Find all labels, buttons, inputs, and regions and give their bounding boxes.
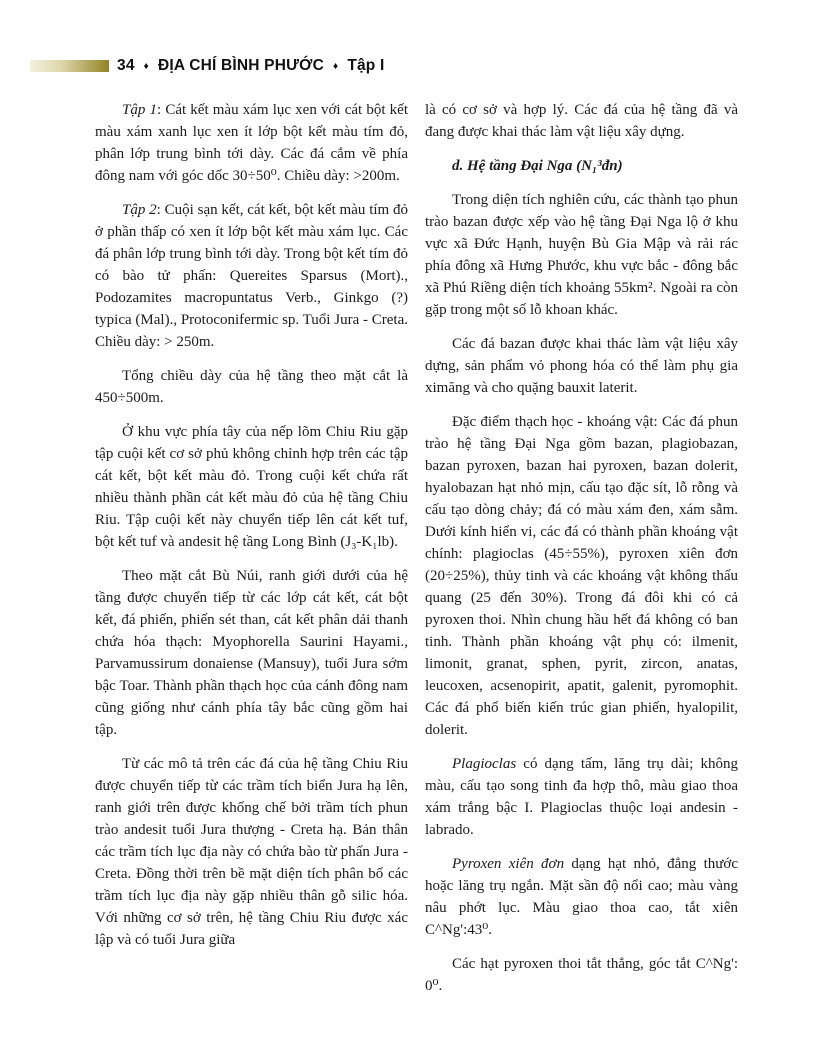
paragraph bbox=[95, 99, 408, 187]
paragraph bbox=[425, 411, 738, 741]
paragraph-text: dạng hạt nhỏ, đẳng thước hoặc lăng trụ ngắn. Mặt sần độ nổi cao; màu vàng nâu phớt lục. Màu giao thoa cao, tắt xiên C^Ng':43⁰. bbox=[425, 856, 739, 938]
paragraph-text: : Cuội sạn kết, cát kết, bột kết màu tím đỏ ở phần thấp có xen ít lớp bột kết màu xám lục. Các đá phân lớp trung bình tới dày. Trong bột kết tím đỏ có bào tử phấn: Quereites Sparsus (Mort)., Podozamites macropuntatus Verb., Ginkgo (?) typica (Mal)., Protoconifermic sp. Tuổi Jura - Creta. Chiều dày: > 250m. bbox=[95, 202, 408, 350]
page-header bbox=[30, 56, 384, 76]
paragraph bbox=[425, 99, 738, 143]
paragraph-text: Theo mặt cắt Bù Núi, ranh giới dưới của hệ tầng được chuyển tiếp từ các lớp cát kết, cát bột kết, đá phiến, phiến sét than, cát kết phân dải thanh chứa hóa thạch: Myophorella Saurini Hayami., Parvamussirum donaiense (Mansuy), tuổi Jura sớm bậc Toar. Thành phần thạch học của cánh đông nam cũng giống như cánh phía tây bắc cũng gồm hai tập. bbox=[95, 568, 408, 738]
book-title: ĐỊA CHÍ BÌNH PHƯỚC bbox=[157, 57, 324, 74]
paragraph bbox=[95, 753, 408, 951]
paragraph-text: có dạng tấm, lăng trụ dài; không màu, cấu tạo song tinh đa hợp thô, màu giao thoa xám trắng bậc I. Plagioclas thuộc loại andesin - labrado. bbox=[425, 756, 738, 838]
left-column bbox=[95, 99, 408, 1009]
right-column bbox=[425, 99, 738, 1009]
paragraph-text: là có cơ sở và hợp lý. Các đá của hệ tầng đã và đang được khai thác làm vật liệu xây dựng. bbox=[425, 102, 738, 140]
section-heading: d. Hệ tầng Đại Nga (N₁³đn) bbox=[452, 158, 623, 174]
paragraph-lead: Tập 2 bbox=[122, 202, 157, 218]
paragraph-text: Từ các mô tả trên các đá của hệ tầng Chiu Riu được chuyển tiếp từ các trầm tích biển Jura hạ lên, ranh giới trên được khống chế bởi trầm tích phun trào andesit tuổi Jura thượng - Creta hạ. Bản thân các trầm tích lục địa này có chứa bào từ phấn Jura - Creta. Đồng thời trên bề mặt diện tích phân bố các trầm tích lục địa này gặp nhiều thân gỗ silic hóa. Với những cơ sở trên, hệ tầng Chiu Riu được xác lập và có tuổi Jura giữa bbox=[95, 756, 408, 948]
paragraph bbox=[425, 753, 738, 841]
paragraph bbox=[95, 421, 408, 553]
paragraph bbox=[95, 565, 408, 741]
paragraph-text: Đặc điểm thạch học - khoáng vật: Các đá phun trào hệ tầng Đại Nga gồm bazan, plagiobazan, bazan pyroxen, bazan hai pyroxen, bazan dolerit, hyalobazan hạt nhỏ mịn, cấu tạo đặc sít, lỗ rỗng và cấu tạo dòng chảy; đá có màu xám đen, xám sẫm. Dưới kính hiển vi, các đá có thành phần khoáng vật chính: plagioclas (45÷55%), pyroxen xiên đơn (20÷25%), thủy tinh và các khoáng vật không thấu quang (25 đến 30%). Trong đá đôi khi có cả pyroxen thoi. Nhìn chung hầu hết đá không có ban tinh. Thành phần khoáng vật phụ có: ilmenit, limonit, granat, sphen, pyrit, zircon, anatas, leucoxen, acsenopirit, apatit, galenit, pyromophit. Các đá phổ biến kiến trúc gian phiến, hyalopilit, dolerit. bbox=[425, 414, 738, 738]
paragraph-text: Tổng chiều dày của hệ tầng theo mặt cắt là 450÷500m. bbox=[95, 368, 408, 406]
paragraph bbox=[95, 199, 408, 353]
paragraph-text: Các đá bazan được khai thác làm vật liệu xây dựng, sản phẩm vỏ phong hóa có thể làm phụ gia ximăng và cho quặng bauxit laterit. bbox=[425, 336, 738, 396]
diamond-icon: ♦ bbox=[333, 60, 339, 72]
header-text bbox=[117, 57, 384, 75]
paragraph-lead: Pyroxen xiên đơn bbox=[452, 856, 565, 872]
paragraph-lead: Plagioclas bbox=[452, 756, 517, 772]
paragraph bbox=[425, 333, 738, 399]
paragraph bbox=[95, 365, 408, 409]
header-accent-bar bbox=[30, 60, 109, 72]
paragraph-text: Trong diện tích nghiên cứu, các thành tạo phun trào bazan được xếp vào hệ tầng Đại Nga lộ ở khu vực xã Đức Hạnh, huyện Bù Gia Mập và rải rác phía đông xã Hưng Phước, khu vực bắc - đông bắc xã Phú Riềng diện tích khoảng 55km². Ngoài ra còn gặp trong một số lỗ khoan khác. bbox=[425, 192, 738, 318]
paragraph-text: Các hạt pyroxen thoi tắt thẳng, góc tắt C^Ng': 0⁰. bbox=[425, 956, 738, 994]
page-number: 34 bbox=[117, 57, 135, 74]
volume-label: Tập I bbox=[347, 57, 385, 74]
diamond-icon: ♦ bbox=[143, 60, 149, 72]
paragraph-text: : Cát kết màu xám lục xen với cát bột kết màu xám xanh lục xen ít lớp bột kết màu tím đỏ, phân lớp trung bình tới dày. Các đá cắm về phía đông nam với góc dốc 30÷50⁰. Chiều dày: >200m. bbox=[95, 102, 409, 184]
paragraph-text: Ở khu vực phía tây của nếp lõm Chiu Riu gặp tập cuội kết cơ sở phủ không chỉnh hợp trên các tập cát kết, bột kết màu đỏ. Trong cuội kết chứa rất nhiều thành phần cát kết màu đỏ của hệ tầng Chiu Riu. Tập cuội kết này chuyển tiếp lên cát kết tuf, bột kết tuf và andesit hệ tầng Long Bình (J₃-K₁lb). bbox=[95, 424, 408, 550]
paragraph bbox=[425, 953, 738, 997]
paragraph bbox=[425, 853, 738, 941]
text-columns bbox=[95, 99, 739, 1009]
paragraph bbox=[425, 189, 738, 321]
paragraph-lead: Tập 1 bbox=[122, 102, 157, 118]
